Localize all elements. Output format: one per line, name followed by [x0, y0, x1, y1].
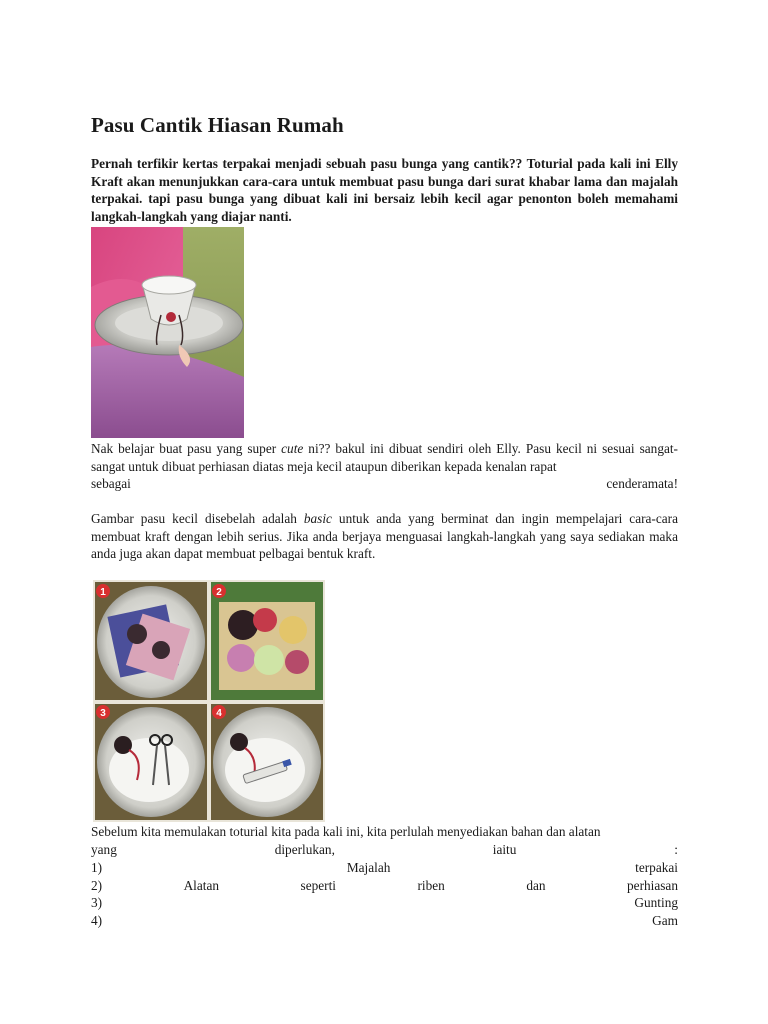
vase-photo — [91, 227, 244, 438]
paragraph-cute-vase: Nak belajar buat pasu yang super cute ni?? bakul ini dibuat sendiri oleh Elly. Pasu kecil ni sesuai sangat-sangat untuk dibuat perhiasan diatas meja kecil ataupun diberikan kepada kenalan rapat sebagai cenderamata! — [91, 441, 678, 492]
paragraph-basic-vase: Gambar pasu kecil disebelah adalah basic untuk anda yang berminat dan ingin mempelajari cara-cara membuat kraft dengan lebih serius. Jika anda berjaya menguasai langkah-langkah yang saya sediakan maka anda juga akan dapat membuat pelbagai bentuk kraft. — [91, 511, 678, 562]
collage-panel-3 — [95, 704, 207, 820]
paragraph-materials-intro: Sebelum kita memulakan toturial kita pada kali ini, kita perlulah menyediakan bahan dan alatan yang diperlukan, iaitu : — [91, 824, 678, 857]
collage-panel-2 — [211, 582, 323, 700]
list-item: 3) Gunting — [91, 895, 678, 911]
materials-intro-line: yang diperlukan, iaitu : — [91, 841, 678, 857]
materials-list — [91, 859, 678, 929]
page-title: Pasu Cantik Hiasan Rumah — [91, 113, 344, 137]
intro-paragraph: Pernah terfikir kertas terpakai menjadi sebuah pasu bunga yang cantik?? Toturial pada kali ini Elly Kraft akan menunjukkan cara-cara untuk membuat pasu bunga dari surat khabar lama dan majalah terpakai. tapi pasu bunga yang dibuat kali ini bersaiz lebih kecil agar penonton boleh memahami langkah-langkah yang diajar nanti. — [91, 156, 678, 224]
list-item: 4) Gam — [91, 912, 678, 928]
list-item: 2) Alatan seperti riben dan perhiasan — [91, 877, 678, 893]
list-item: 1) Majalah terpakai — [91, 860, 678, 875]
materials-collage — [93, 580, 325, 822]
collage-label: 1 — [100, 587, 106, 598]
collage-label: 4 — [216, 708, 222, 719]
collage-panel-4 — [211, 704, 323, 820]
collage-panel-1 — [95, 582, 207, 700]
collage-label: 2 — [216, 587, 222, 598]
collage-label: 3 — [100, 708, 106, 719]
